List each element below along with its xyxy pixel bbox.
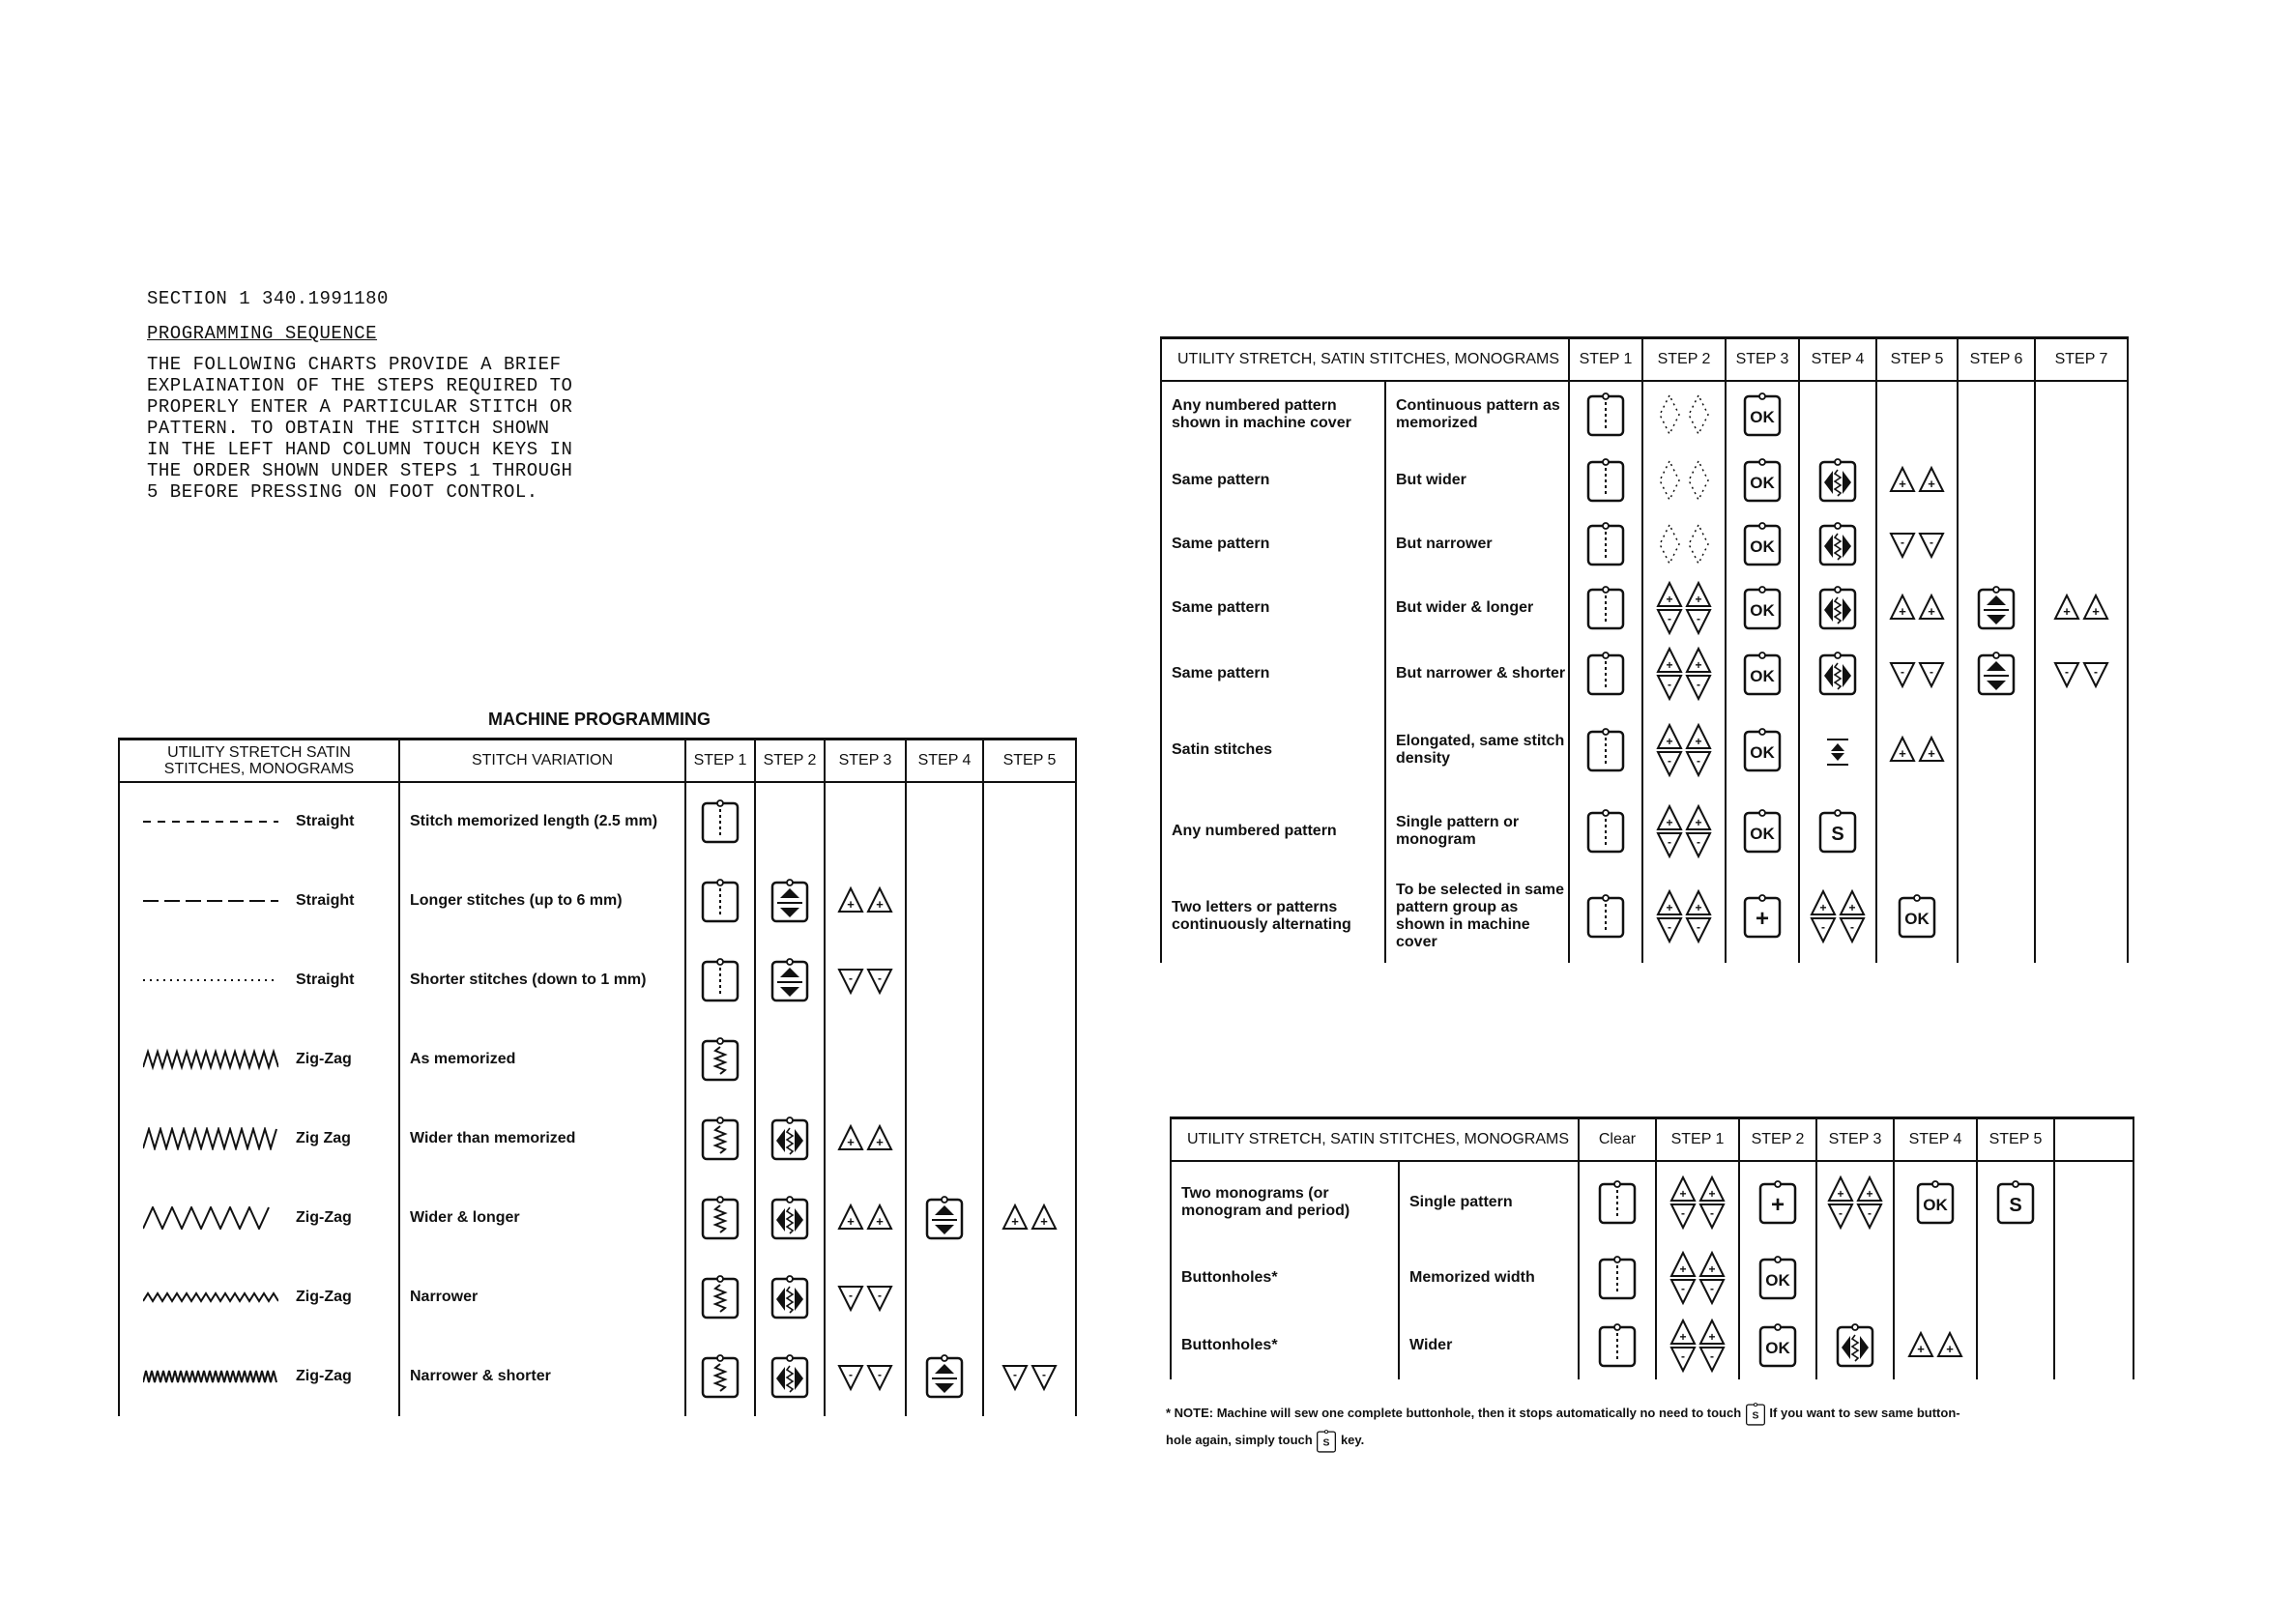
header-clear: Clear xyxy=(1579,1118,1656,1161)
stitch-variation: Narrower & shorter xyxy=(399,1337,685,1416)
plus-keys-icon[interactable] xyxy=(836,1122,894,1155)
stitch-type: Zig-Zag xyxy=(296,1208,352,1226)
table-row xyxy=(1161,381,2128,449)
plus-keys-icon[interactable] xyxy=(836,884,894,917)
dotted-pattern-icon xyxy=(1655,515,1713,573)
zigzag-key-icon[interactable] xyxy=(700,1115,740,1163)
plus-keys-icon[interactable] xyxy=(1001,1202,1059,1234)
minus-keys-icon[interactable] xyxy=(836,1360,894,1393)
plus-key-icon[interactable] xyxy=(1757,1178,1798,1227)
row-variation: But narrower xyxy=(1385,512,1569,576)
plus-keys-icon[interactable] xyxy=(836,1202,894,1234)
table-row xyxy=(1171,1244,2133,1312)
row-variation: Continuous pattern as memorized xyxy=(1385,381,1569,449)
stitch-type: Straight xyxy=(296,971,355,988)
zigzag-stitch-sample xyxy=(143,1206,278,1230)
stitch-variation: Stitch memorized length (2.5 mm) xyxy=(399,782,685,861)
straight-stitch-key-icon[interactable] xyxy=(700,956,740,1004)
zigzag-key-icon[interactable] xyxy=(700,1352,740,1401)
dotted-pattern-icon xyxy=(1655,451,1713,509)
table-row xyxy=(1161,449,2128,512)
minus-keys-icon[interactable] xyxy=(1888,657,1946,690)
ok-key-icon[interactable] xyxy=(1742,650,1783,698)
machine-programming-table xyxy=(118,738,1077,1416)
plus-minus-keys-icon[interactable] xyxy=(1669,1317,1727,1375)
table-row xyxy=(1161,512,2128,576)
zigzag-key-icon[interactable] xyxy=(700,1273,740,1321)
table-row xyxy=(1171,1312,2133,1379)
stitch-length-key-icon[interactable] xyxy=(1976,584,2017,632)
header-step-2: STEP 2 xyxy=(1642,338,1726,381)
row-description: Two monograms (or monogram and period) xyxy=(1171,1161,1399,1244)
stitch-length-key-icon[interactable] xyxy=(924,1194,965,1242)
plus-minus-keys-icon[interactable] xyxy=(1809,887,1867,945)
row-description: Two letters or patterns continuously alternating xyxy=(1161,870,1385,963)
zigzag-stitch-sample xyxy=(143,1048,278,1071)
stitch-length-key-icon[interactable] xyxy=(769,877,810,925)
row-description: Any numbered pattern xyxy=(1161,793,1385,870)
zigzag-stitch-sample xyxy=(143,1286,278,1309)
row-description: Satin stitches xyxy=(1161,708,1385,793)
footnote xyxy=(1166,1400,2142,1454)
plus-minus-keys-icon[interactable] xyxy=(1655,721,1713,779)
stitch-type: Zig-Zag xyxy=(296,1367,352,1384)
row-description: Buttonholes* xyxy=(1171,1312,1399,1379)
header-col1: UTILITY STRETCH, SATIN STITCHES, MONOGRAMS xyxy=(1161,338,1569,381)
row-variation: But wider xyxy=(1385,449,1569,512)
row-variation: Wider xyxy=(1399,1312,1579,1379)
zigzag-key-icon[interactable] xyxy=(700,1035,740,1084)
table-row xyxy=(1161,576,2128,640)
table-row xyxy=(1161,640,2128,708)
minus-keys-icon[interactable] xyxy=(2052,657,2110,690)
note-text-1: * NOTE: Machine will sew one complete buttonhole, then it stops automatically no need to touch xyxy=(1166,1406,1742,1420)
stitch-width-key-icon[interactable] xyxy=(1817,650,1858,698)
row-description: Any numbered pattern shown in machine cover xyxy=(1161,381,1385,449)
stitch-length-key-icon[interactable] xyxy=(769,956,810,1004)
minus-keys-icon[interactable] xyxy=(1001,1360,1059,1393)
minus-keys-icon[interactable] xyxy=(836,1281,894,1314)
row-description: Same pattern xyxy=(1161,512,1385,576)
zigzag-key-icon[interactable] xyxy=(700,1194,740,1242)
straight-stitch-key-icon[interactable] xyxy=(700,798,740,846)
ok-key-icon[interactable] xyxy=(1742,520,1783,568)
stitch-width-key-icon[interactable] xyxy=(1817,584,1858,632)
table-row xyxy=(1161,708,2128,793)
stitch-width-key-icon[interactable] xyxy=(769,1194,810,1242)
stitch-variation: Narrower xyxy=(399,1258,685,1337)
row-variation: To be selected in same pattern group as shown in machine cover xyxy=(1385,870,1569,963)
table-row xyxy=(119,941,1076,1020)
ok-key-icon[interactable] xyxy=(1742,456,1783,505)
straight-stitch-sample xyxy=(143,896,278,906)
ok-key-icon[interactable] xyxy=(1742,391,1783,439)
table-row xyxy=(119,1258,1076,1337)
table-row xyxy=(119,1337,1076,1416)
monogram-buttonhole-table xyxy=(1170,1116,2134,1379)
header-step-1: STEP 1 xyxy=(1569,338,1642,381)
plus-minus-keys-icon[interactable] xyxy=(1669,1174,1727,1232)
straight-stitch-key-icon[interactable] xyxy=(1585,650,1626,698)
plus-minus-keys-icon[interactable] xyxy=(1655,579,1713,637)
row-description: Buttonholes* xyxy=(1171,1244,1399,1312)
plus-minus-keys-icon[interactable] xyxy=(1826,1174,1884,1232)
plus-minus-keys-icon[interactable] xyxy=(1655,645,1713,703)
header-step-1: STEP 1 xyxy=(685,740,755,782)
satin-stitch-table xyxy=(1160,336,2129,963)
minus-keys-icon[interactable] xyxy=(836,964,894,997)
stitch-length-key-icon[interactable] xyxy=(924,1352,965,1401)
stitch-width-key-icon[interactable] xyxy=(1835,1321,1875,1370)
straight-stitch-sample xyxy=(143,975,278,985)
row-variation: Elongated, same stitch density xyxy=(1385,708,1569,793)
stitch-variation: Wider & longer xyxy=(399,1178,685,1258)
ok-key-icon[interactable] xyxy=(1742,726,1783,774)
header-step-3: STEP 3 xyxy=(825,740,906,782)
row-description: Same pattern xyxy=(1161,640,1385,708)
machine-programming-title: MACHINE PROGRAMMING xyxy=(488,710,711,729)
table-row xyxy=(119,1099,1076,1178)
stitch-type: Zig-Zag xyxy=(296,1050,352,1067)
clear-key-icon[interactable] xyxy=(1597,1254,1638,1302)
section-line: SECTION 1 340.1991180 xyxy=(147,288,389,309)
dotted-pattern-icon xyxy=(1655,386,1713,444)
note-text-2: If you want to sew same button- xyxy=(1769,1406,1960,1420)
note-text-4: key. xyxy=(1340,1433,1365,1447)
intro-paragraph: THE FOLLOWING CHARTS PROVIDE A BRIEF EXPLAINATION OF THE STEPS REQUIRED TO PROPERLY ENTER A PARTICULAR STITCH OR PATTERN. TO OBTAIN THE STITCH SHOWN IN THE LEFT HAND COLUMN TOUCH KEYS IN THE ORDER SHOWN UNDER STEPS 1 THROUGH 5 BEFORE PRESSING ON FOOT CONTROL. xyxy=(147,354,573,503)
plus-keys-icon[interactable] xyxy=(1888,734,1946,767)
ok-key-icon[interactable] xyxy=(1757,1254,1798,1302)
header-step-7: STEP 7 xyxy=(2035,338,2128,381)
stitch-width-key-icon[interactable] xyxy=(1817,520,1858,568)
stitch-variation: As memorized xyxy=(399,1020,685,1099)
minus-keys-icon[interactable] xyxy=(1888,528,1946,561)
header-step-3: STEP 3 xyxy=(1816,1118,1894,1161)
clear-key-icon[interactable] xyxy=(1597,1178,1638,1227)
table-row xyxy=(1161,793,2128,870)
row-variation: Memorized width xyxy=(1399,1244,1579,1312)
straight-stitch-sample xyxy=(143,817,278,826)
straight-stitch-key-icon[interactable] xyxy=(1585,391,1626,439)
row-variation: Single pattern or monogram xyxy=(1385,793,1569,870)
plus-key-icon[interactable] xyxy=(1742,892,1783,941)
s-key-icon[interactable] xyxy=(1995,1178,2036,1227)
header-col2: STITCH VARIATION xyxy=(399,740,685,782)
stitch-type: Zig-Zag xyxy=(296,1288,352,1305)
ok-key-icon[interactable] xyxy=(1897,892,1937,941)
plus-keys-icon[interactable] xyxy=(1906,1329,1964,1362)
stitch-variation: Wider than memorized xyxy=(399,1099,685,1178)
stitch-type: Straight xyxy=(296,891,355,909)
header-step-6: STEP 6 xyxy=(1958,338,2035,381)
table-row xyxy=(119,861,1076,941)
stitch-length-key-icon[interactable] xyxy=(1976,650,2017,698)
ok-key-icon[interactable] xyxy=(1742,584,1783,632)
zigzag-stitch-sample xyxy=(143,1127,278,1150)
stitch-width-key-icon[interactable] xyxy=(769,1273,810,1321)
stitch-width-key-icon[interactable] xyxy=(769,1352,810,1401)
s-key-icon xyxy=(1745,1402,1766,1427)
ok-key-icon[interactable] xyxy=(1757,1321,1798,1370)
table-row xyxy=(119,1020,1076,1099)
plus-keys-icon[interactable] xyxy=(1888,464,1946,497)
header-step-3: STEP 3 xyxy=(1726,338,1799,381)
table-row xyxy=(1161,870,2128,963)
stitch-width-key-icon[interactable] xyxy=(769,1115,810,1163)
row-variation: Single pattern xyxy=(1399,1161,1579,1244)
ok-key-icon[interactable] xyxy=(1915,1178,1956,1227)
row-variation: But wider & longer xyxy=(1385,576,1569,640)
straight-stitch-key-icon[interactable] xyxy=(1585,726,1626,774)
straight-stitch-key-icon[interactable] xyxy=(700,877,740,925)
header-step-4: STEP 4 xyxy=(906,740,983,782)
plus-keys-icon[interactable] xyxy=(1888,592,1946,624)
header-step-5: STEP 5 xyxy=(1876,338,1958,381)
s-key-icon xyxy=(1316,1429,1337,1454)
header-step-5: STEP 5 xyxy=(983,740,1076,782)
row-description: Same pattern xyxy=(1161,576,1385,640)
row-variation: But narrower & shorter xyxy=(1385,640,1569,708)
stitch-width-key-icon[interactable] xyxy=(1817,456,1858,505)
plus-minus-keys-icon[interactable] xyxy=(1655,887,1713,945)
table-row xyxy=(119,782,1076,861)
header-col1: UTILITY STRETCH SATIN STITCHES, MONOGRAMS xyxy=(119,740,399,782)
note-text-3: hole again, simply touch xyxy=(1166,1433,1313,1447)
plus-keys-icon[interactable] xyxy=(2052,592,2110,624)
header-step-2: STEP 2 xyxy=(1739,1118,1816,1161)
elongation-key-icon[interactable] xyxy=(1817,726,1858,774)
header-step-5: STEP 5 xyxy=(1977,1118,2054,1161)
straight-stitch-key-icon[interactable] xyxy=(1585,520,1626,568)
stitch-type: Straight xyxy=(296,813,355,829)
table-row xyxy=(119,1178,1076,1258)
straight-stitch-key-icon[interactable] xyxy=(1585,892,1626,941)
stitch-variation: Shorter stitches (down to 1 mm) xyxy=(399,941,685,1020)
intro-block xyxy=(147,288,601,503)
plus-minus-keys-icon[interactable] xyxy=(1669,1249,1727,1307)
zigzag-stitch-sample xyxy=(143,1365,278,1388)
plus-minus-keys-icon[interactable] xyxy=(1655,802,1713,860)
straight-stitch-key-icon[interactable] xyxy=(1585,807,1626,856)
header-step-1: STEP 1 xyxy=(1656,1118,1739,1161)
programming-heading: PROGRAMMING SEQUENCE xyxy=(147,323,378,344)
straight-stitch-key-icon[interactable] xyxy=(1585,456,1626,505)
header-step-4: STEP 4 xyxy=(1894,1118,1977,1161)
header-col1: UTILITY STRETCH, SATIN STITCHES, MONOGRAMS xyxy=(1171,1118,1579,1161)
stitch-type: Zig Zag xyxy=(296,1129,351,1146)
s-key-icon[interactable] xyxy=(1817,807,1858,856)
header-step-2: STEP 2 xyxy=(755,740,825,782)
ok-key-icon[interactable] xyxy=(1742,807,1783,856)
header-step-4: STEP 4 xyxy=(1799,338,1876,381)
table-row xyxy=(1171,1161,2133,1244)
row-description: Same pattern xyxy=(1161,449,1385,512)
stitch-variation: Longer stitches (up to 6 mm) xyxy=(399,861,685,941)
straight-stitch-key-icon[interactable] xyxy=(1585,584,1626,632)
clear-key-icon[interactable] xyxy=(1597,1321,1638,1370)
